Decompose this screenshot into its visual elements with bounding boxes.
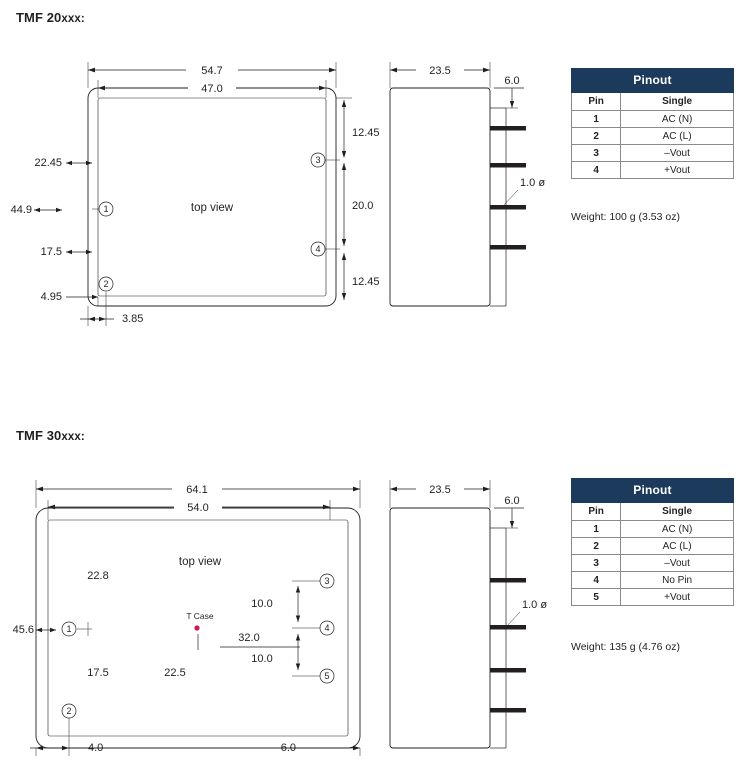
tmf20-dim-right-top: 12.45: [352, 127, 380, 139]
tmf30-side-arrow-r: [483, 487, 490, 492]
tmf20-arrow-r2-t: [342, 163, 346, 170]
tmf30-dim-mid-b: 32.0: [238, 632, 260, 644]
tmf20-arrow-60: [510, 101, 514, 108]
section-title-tmf30-suffix: xxx:: [61, 431, 85, 443]
table-row: [572, 111, 734, 128]
pinout-col-single: Single: [621, 93, 734, 111]
table-row: [572, 128, 734, 145]
tmf20-side-arrow-r: [483, 68, 490, 73]
tmf30-callout-3: 3: [324, 576, 330, 586]
tmf30-dim-outer-width: 64.1: [186, 484, 208, 496]
tmf30-dim-inner-width: 54.0: [187, 502, 209, 514]
table-row: [572, 589, 734, 606]
tmf20-arrow-r3-b: [342, 293, 346, 300]
pinout-title-tmf20: Pinout: [572, 69, 734, 93]
tmf20-dim-left-lower: 17.5: [40, 246, 62, 258]
tmf30-dia-leader: [506, 612, 520, 627]
tmf30-callout-2: 2: [66, 706, 72, 716]
tmf20-callout-2: 2: [103, 279, 109, 289]
tmf30-arrow-641-l: [36, 487, 43, 492]
tmf30-callout-5: 5: [324, 671, 330, 681]
table-row: [572, 538, 734, 555]
tmf30-dim-bottom-a: 4.0: [88, 742, 104, 754]
weight-tmf20: Weight: 100 g (3.53 oz): [571, 211, 680, 223]
table-row: [572, 145, 734, 162]
tmf30-pin-2: [490, 625, 526, 630]
tmf20-dim-bottom-a: 4.95: [40, 291, 62, 303]
tmf20-callout-4: 4: [315, 244, 321, 254]
tmf30-dim-bottom-b: 6.0: [280, 742, 296, 754]
table-row: [572, 572, 734, 589]
table-row: [572, 521, 734, 538]
tmf20-dim-right-mid: 20.0: [352, 200, 374, 212]
tmf20-dia-leader: [502, 190, 518, 207]
pinout-value: AC (N): [621, 521, 734, 538]
tmf20-arrow-385-l: [88, 317, 95, 321]
tmf30-tcase-dot: [194, 625, 199, 630]
section-title-tmf20-main: TMF 20: [16, 10, 62, 25]
pinout-value: +Vout: [621, 589, 734, 606]
tmf20-side-arrow-l: [390, 68, 397, 73]
pinout-table-tmf30: [571, 478, 734, 606]
pinout-pin: 1: [572, 111, 621, 128]
tmf20-arrow-r1-t: [342, 100, 346, 107]
tmf20-dim-right-bot: 12.45: [352, 276, 380, 288]
pinout-table-tmf20: [571, 68, 734, 179]
pinout-pin: 2: [572, 128, 621, 145]
tmf20-arrow-r3-t: [342, 253, 346, 260]
tmf20-side-body: [390, 88, 490, 306]
tmf30-dim-right-top: 10.0: [251, 598, 273, 610]
pinout-value: No Pin: [621, 572, 734, 589]
tmf30-tcase-label: T Case: [186, 611, 214, 621]
tmf30-dim-pin-dia: 1.0 ø: [522, 599, 548, 611]
tmf20-dim-side-width: 23.5: [429, 65, 451, 77]
pinout-title-tmf30: Pinout: [572, 479, 734, 503]
pinout-value: AC (L): [621, 538, 734, 555]
tmf30-arrow-641-r: [353, 487, 360, 492]
tmf30-dim-left-upper: 22.8: [87, 570, 109, 582]
tmf30-arrow-40-l: [36, 746, 43, 750]
tmf30-pin-3: [490, 668, 526, 673]
tmf20-arrow-175-l: [66, 250, 72, 254]
pinout-pin: 3: [572, 555, 621, 572]
tmf30-side-body: [390, 508, 490, 748]
tmf20-dim-pin-dia: 1.0 ø: [520, 177, 546, 189]
tmf30-top-view-label: top view: [178, 556, 222, 568]
section-title-tmf20-suffix: xxx:: [61, 13, 85, 25]
pinout-value: AC (N): [621, 111, 734, 128]
tmf20-arrow-r2-b: [342, 239, 346, 246]
tmf30-dim-side-width: 23.5: [429, 484, 451, 496]
tmf20-callout-1: 1: [103, 204, 109, 214]
pinout-col-single: Single: [621, 503, 734, 521]
section-title-tmf30-main: TMF 30: [16, 428, 62, 443]
pinout-value: +Vout: [621, 162, 734, 179]
tmf20-pin-2: [490, 163, 526, 168]
pinout-value: –Vout: [621, 555, 734, 572]
section-title-tmf30: [16, 428, 85, 443]
pinout-pin: 2: [572, 538, 621, 555]
tmf30-dim-right-bot: 10.0: [251, 653, 273, 665]
tmf20-arrow-547-r: [329, 68, 336, 73]
pinout-pin: 1: [572, 521, 621, 538]
tmf20-arrow-2245-l: [66, 161, 72, 165]
pinout-pin: 3: [572, 145, 621, 162]
tmf30-pin-4: [490, 708, 526, 713]
weight-tmf30: Weight: 135 g (4.76 oz): [571, 641, 680, 653]
tmf20-body-outline: [88, 88, 336, 306]
tmf20-arrow-449-l: [34, 208, 40, 212]
tmf30-callout-4: 4: [324, 623, 330, 633]
tmf30-dim-side-top: 6.0: [504, 495, 520, 507]
tmf20-dim-bottom-b: 3.85: [122, 313, 144, 325]
tmf20-top-view-label: top view: [190, 202, 234, 214]
tmf20-dim-outer-width: 54.7: [201, 65, 223, 77]
tmf20-pin-1: [490, 126, 526, 131]
tmf30-arrow-60b-r: [353, 746, 360, 750]
table-row: [572, 555, 734, 572]
tmf20-pin-3: [490, 205, 526, 210]
tmf20-pin-4: [490, 245, 526, 250]
tmf30-pin-1: [490, 578, 526, 583]
tmf30-side-arrow-l: [390, 487, 397, 492]
pinout-pin: 4: [572, 162, 621, 179]
tmf20-dim-left-upper: 22.45: [34, 157, 62, 169]
tmf20-dim-left-total: 44.9: [10, 204, 32, 216]
tmf30-dim-mid-a: 22.5: [164, 667, 186, 679]
tmf20-callout-3: 3: [315, 155, 321, 165]
pinout-pin: 4: [572, 572, 621, 589]
tmf20-arrow-449-r: [56, 208, 62, 212]
tmf30-callout-1: 1: [66, 624, 72, 634]
pinout-value: –Vout: [621, 145, 734, 162]
tmf20-arrow-385-r: [99, 317, 106, 321]
pinout-col-pin: Pin: [572, 93, 621, 111]
tmf20-dim-inner-width: 47.0: [201, 83, 223, 95]
tmf20-arrow-547-l: [88, 68, 95, 73]
tmf30-arrow-60t: [510, 521, 514, 528]
pinout-col-pin: Pin: [572, 503, 621, 521]
tmf20-arrow-r1-b: [342, 151, 346, 158]
pinout-value: AC (L): [621, 128, 734, 145]
tmf30-dim-left-total: 45.6: [12, 624, 34, 636]
table-row: [572, 162, 734, 179]
tmf20-dim-side-top: 6.0: [504, 75, 520, 87]
tmf30-dim-left-lower: 17.5: [87, 667, 109, 679]
pinout-pin: 5: [572, 589, 621, 606]
